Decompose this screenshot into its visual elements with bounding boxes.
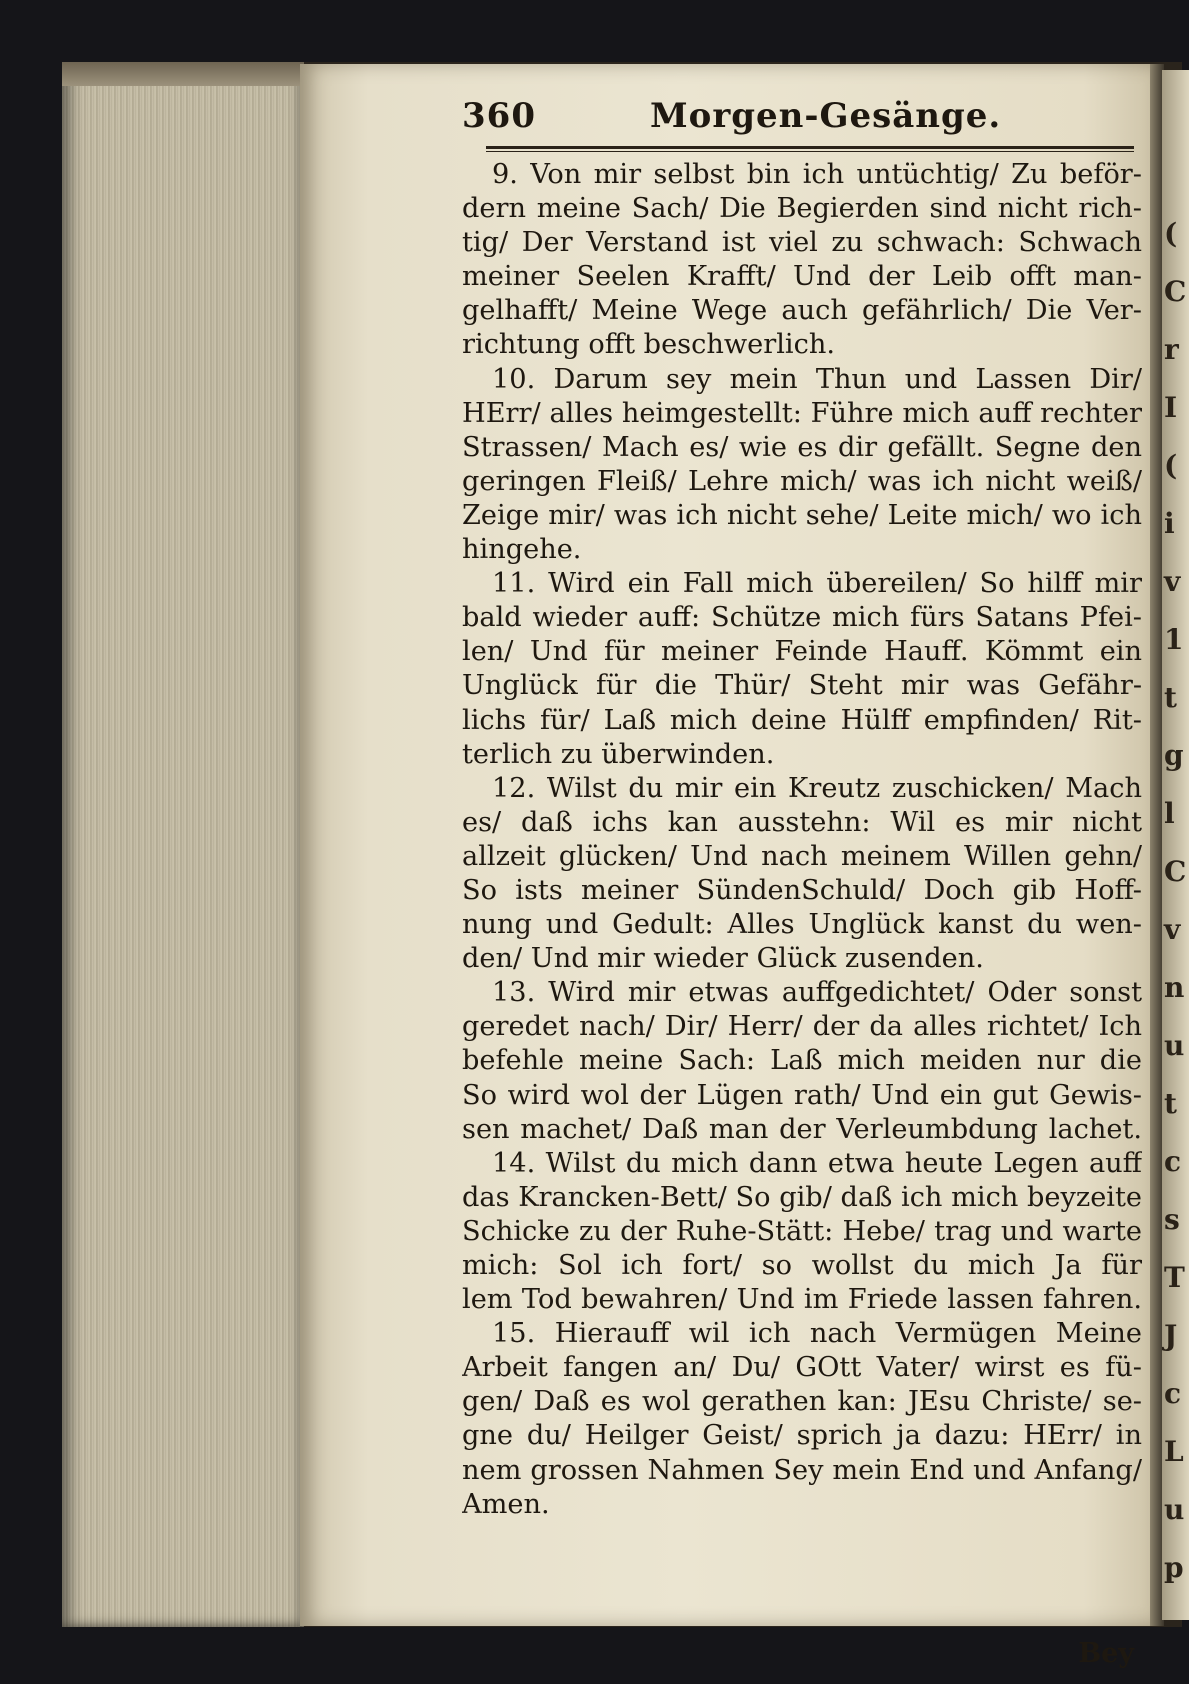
- page-number: 360: [462, 96, 536, 136]
- text-line: 10. Darum sey mein Thun und Lassen Dir/: [492, 363, 1142, 395]
- text-line: nem grossen Nahmen Sey mein End und Anfang/: [462, 1454, 1142, 1486]
- facing-page-fragment: t: [1164, 1087, 1177, 1120]
- facing-page-fragment: i: [1164, 507, 1175, 540]
- page-header: [462, 96, 1142, 140]
- text-line: 13. Wird mir etwas auffgedichtet/ Oder sonst: [492, 977, 1142, 1009]
- facing-page-fragment: T: [1164, 1261, 1185, 1294]
- text-line: tig/ Der Verstand ist viel zu schwach: Schwach: [462, 227, 1142, 259]
- text-line: den/ Und mir wieder Glück zusenden.: [462, 943, 984, 975]
- text-line: gen/ Daß es wol gerathen kan: JEsu Christe/ se-: [462, 1386, 1142, 1418]
- text-line: Zeige mir/ was ich nicht sehe/ Leite mich/ wo ich: [462, 499, 1142, 531]
- text-line: len/ Und für meiner Feinde Hauff. Kömmt ein: [462, 636, 1142, 668]
- text-line: So ists meiner SündenSchuld/ Doch gib Hoff-: [462, 874, 1142, 906]
- facing-page-fragment: L: [1164, 1435, 1184, 1468]
- facing-page-fragment: 1: [1164, 623, 1184, 656]
- text-line: Amen.: [462, 1488, 550, 1520]
- facing-page-fragment: I: [1164, 391, 1178, 424]
- text-line: nung und Gedult: Alles Unglück kanst du wen-: [462, 909, 1142, 941]
- header-rule-thin: [486, 151, 1134, 152]
- text-line: lichs für/ Laß mich deine Hülff empfinden/ Rit-: [462, 704, 1142, 736]
- facing-page-fragment: v: [1164, 913, 1181, 946]
- facing-page-fragment: r: [1164, 333, 1179, 366]
- text-line: geringen Fleiß/ Lehre mich/ was ich nicht weiß/: [462, 465, 1142, 497]
- text-line: befehle meine Sach: Laß mich meiden nur die: [462, 1045, 1142, 1077]
- facing-page-fragment: J: [1164, 1319, 1178, 1352]
- text-line: 14. Wilst du mich dann etwa heute Legen auff: [492, 1147, 1142, 1179]
- text-line: gne du/ Heilger Geist/ sprich ja dazu: HErr/ in: [462, 1420, 1142, 1452]
- text-line: allzeit glücken/ Und nach meinem Willen gehn/: [462, 840, 1142, 872]
- facing-page-fragment: s: [1164, 1203, 1180, 1236]
- page-text-area: [462, 96, 1142, 1669]
- hymn-text: [462, 158, 1142, 1522]
- text-line: meiner Seelen Krafft/ Und der Leib offt man-: [462, 261, 1142, 293]
- facing-page-fragment: u: [1164, 1029, 1185, 1062]
- facing-page-fragment: l: [1164, 797, 1175, 830]
- facing-page-fragment: C: [1164, 855, 1187, 888]
- text-line: bald wieder auff: Schütze mich fürs Satans Pfei-: [462, 602, 1142, 634]
- facing-page-fragment: C: [1164, 275, 1187, 308]
- text-line: Arbeit fangen an/ Du/ GOtt Vater/ wirst es fü-: [462, 1352, 1142, 1384]
- facing-page-fragment: (: [1164, 217, 1178, 250]
- text-line: lem Tod bewahren/ Und im Friede lassen fahren.: [462, 1284, 1142, 1316]
- text-line: Schicke zu der Ruhe-Stätt: Hebe/ trag und warte: [462, 1215, 1142, 1247]
- facing-page-fragment: g: [1164, 739, 1184, 772]
- text-line: hingehe.: [462, 534, 582, 566]
- text-line: terlich zu überwinden.: [462, 738, 775, 770]
- page-edges: [62, 68, 304, 1627]
- facing-page-fragment: u: [1164, 1493, 1185, 1526]
- facing-page-fragment: c: [1164, 1145, 1182, 1178]
- text-line: 15. Hierauff wil ich nach Vermügen Meine: [492, 1318, 1142, 1350]
- text-line: geredet nach/ Dir/ Herr/ der da alles richtet/ Ich: [462, 1011, 1142, 1043]
- text-line: 11. Wird ein Fall mich übereilen/ So hilff mir: [492, 568, 1142, 600]
- page-edges-top: [62, 62, 304, 86]
- facing-page-fragment: c: [1164, 1377, 1182, 1410]
- header-rule: [486, 146, 1134, 149]
- facing-page-fragment: t: [1164, 681, 1177, 714]
- text-line: dern meine Sach/ Die Begierden sind nicht rich-: [462, 193, 1142, 225]
- text-line: 9. Von mir selbst bin ich untüchtig/ Zu beför-: [492, 159, 1142, 190]
- text-line: sen machet/ Daß man der Verleumbdung lachet.: [462, 1113, 1142, 1145]
- text-line: das Krancken-Bett/ So gib/ daß ich mich beyzeite: [462, 1181, 1142, 1213]
- text-line: gelhafft/ Meine Wege auch gefährlich/ Die Ver-: [462, 295, 1142, 327]
- running-title: Morgen-Gesänge.: [650, 96, 1002, 136]
- text-line: richtung offt beschwerlich.: [462, 329, 835, 361]
- text-line: So wird wol der Lügen rath/ Und ein gut Gewis-: [462, 1079, 1142, 1111]
- facing-page-fragment: v: [1164, 565, 1181, 598]
- facing-page-fragment: (: [1164, 449, 1178, 482]
- text-line: mich: Sol ich fort/ so wollst du mich Ja für: [462, 1250, 1142, 1281]
- text-line: 12. Wilst du mir ein Kreutz zuschicken/ Mach: [492, 772, 1142, 804]
- facing-page-edge: [1162, 70, 1189, 1620]
- text-line: Unglück für die Thür/ Steht mir was Gefähr-: [462, 670, 1142, 702]
- catchword: Bey: [1078, 1638, 1134, 1669]
- text-line: es/ daß ichs kan ausstehn: Wil es mir nicht: [462, 806, 1142, 838]
- text-line: HErr/ alles heimgestellt: Führe mich auff rechter: [462, 397, 1142, 429]
- facing-page-fragment: p: [1164, 1551, 1184, 1584]
- text-line: Strassen/ Mach es/ wie es dir gefällt. Segne den: [462, 431, 1142, 463]
- facing-page-fragment: n: [1164, 971, 1185, 1004]
